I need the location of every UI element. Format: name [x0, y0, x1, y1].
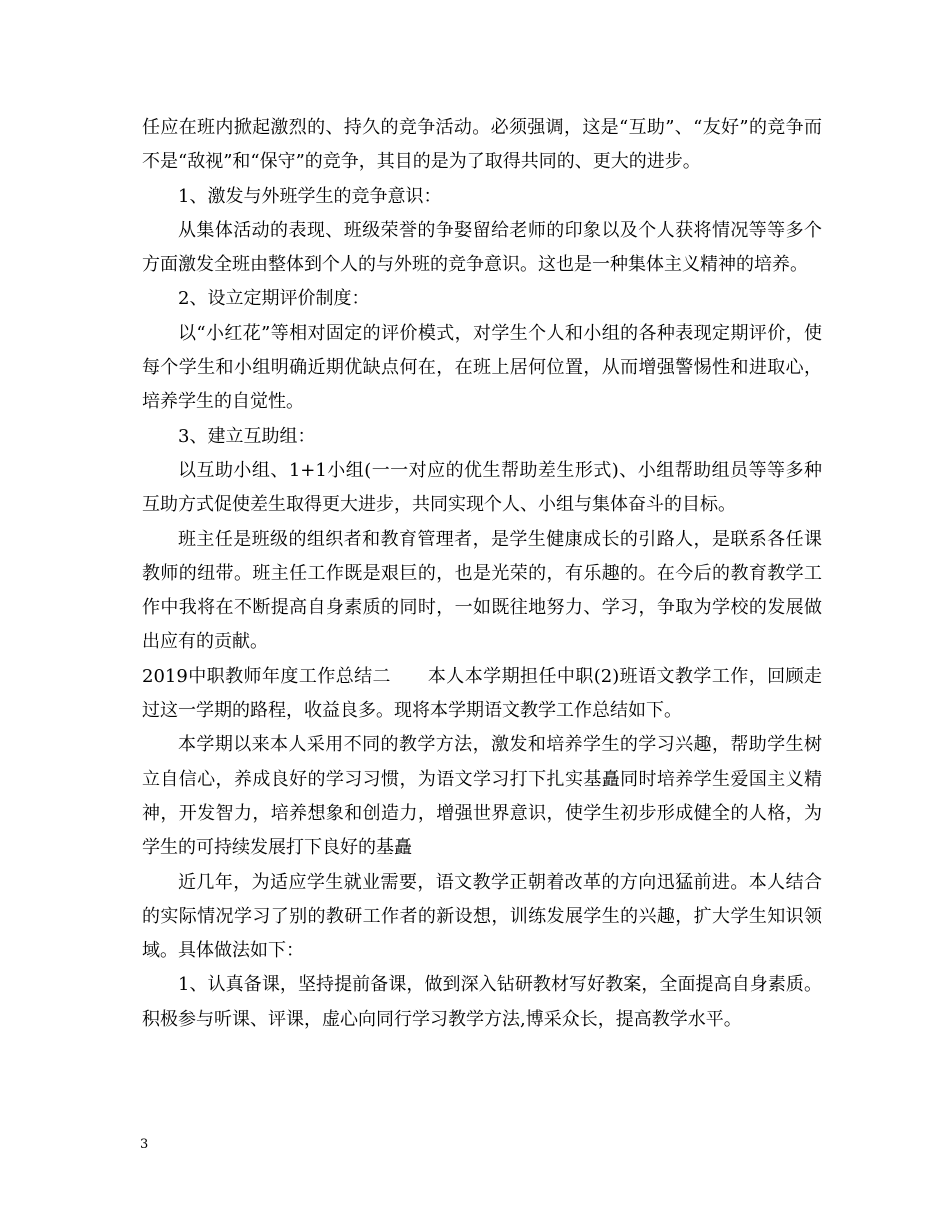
paragraph: 以互助小组、1+1小组(一一对应的优生帮助差生形式)、小组帮助组员等等多种互助方式促使差生取得更大进步，共同实现个人、小组与集体奋斗的目标。: [142, 459, 822, 516]
list-item-heading: 1、激发与外班学生的竞争意识：: [178, 185, 442, 207]
paragraph: 本学期以来本人采用不同的教学方法，激发和培养学生的学习兴趣，帮助学生树立自信心，养成良好的学习习惯，为语文学习打下扎实基矗同时培养学生爱国主义精神，开发智力，培养想象和创造力，增强世界意识，使学生初步形成健全的人格，为学生的可持续发展打下良好的基矗: [142, 734, 822, 859]
paragraph: 班主任是班级的组织者和教育管理者，是学生健康成长的引路人，是联系各任课教师的纽带。班主任工作既是艰巨的，也是光荣的，有乐趣的。在今后的教育教学工作中我将在不断提高自身素质的同时，一如既往地努力、学习，争取为学校的发展做出应有的贡献。: [142, 528, 822, 653]
paragraph: 近几年，为适应学生就业需要，语文教学正朝着改革的方向迅猛前进。本人结合的实际情况学习了别的教研工作者的新设想，训练发展学生的兴趣，扩大学生知识领域。具体做法如下：: [142, 871, 822, 962]
paragraph: 从集体活动的表现、班级荣誉的争娶留给老师的印象以及个人获将情况等等多个方面激发全班由整体到个人的与外班的竞争意识。这也是一种集体主义精神的培养。: [142, 219, 822, 276]
section-heading-paragraph: 2019中职教师年度工作总结二 本人本学期担任中职(2)班语文教学工作，回顾走过这一学期的路程，收益良多。现将本学期语文教学工作总结如下。: [142, 665, 822, 722]
list-item-heading: 2、设立定期评价制度：: [178, 288, 370, 310]
paragraph: 1、认真备课，坚持提前备课，做到深入钻研教材写好教案，全面提高自身素质。积极参与听课、评课，虚心向同行学习教学方法,博采众长，提高教学水平。: [142, 974, 822, 1030]
page-number: 3: [140, 1137, 149, 1152]
paragraph: 任应在班内掀起激烈的、持久的竞争活动。必须强调，这是“互助”、“友好”的竞争而不是“敌视”和“保守”的竞争，其目的是为了取得共同的、更大的进步。: [142, 117, 822, 173]
list-item-heading: 3、建立互助组：: [178, 425, 316, 447]
paragraph: 以“小红花”等相对固定的评价模式，对学生个人和小组的各种表现定期评价，使每个学生和小组明确近期优缺点何在，在班上居何位置，从而增强警惕性和进取心，培养学生的自觉性。: [142, 322, 822, 413]
document-body: [142, 111, 822, 1037]
